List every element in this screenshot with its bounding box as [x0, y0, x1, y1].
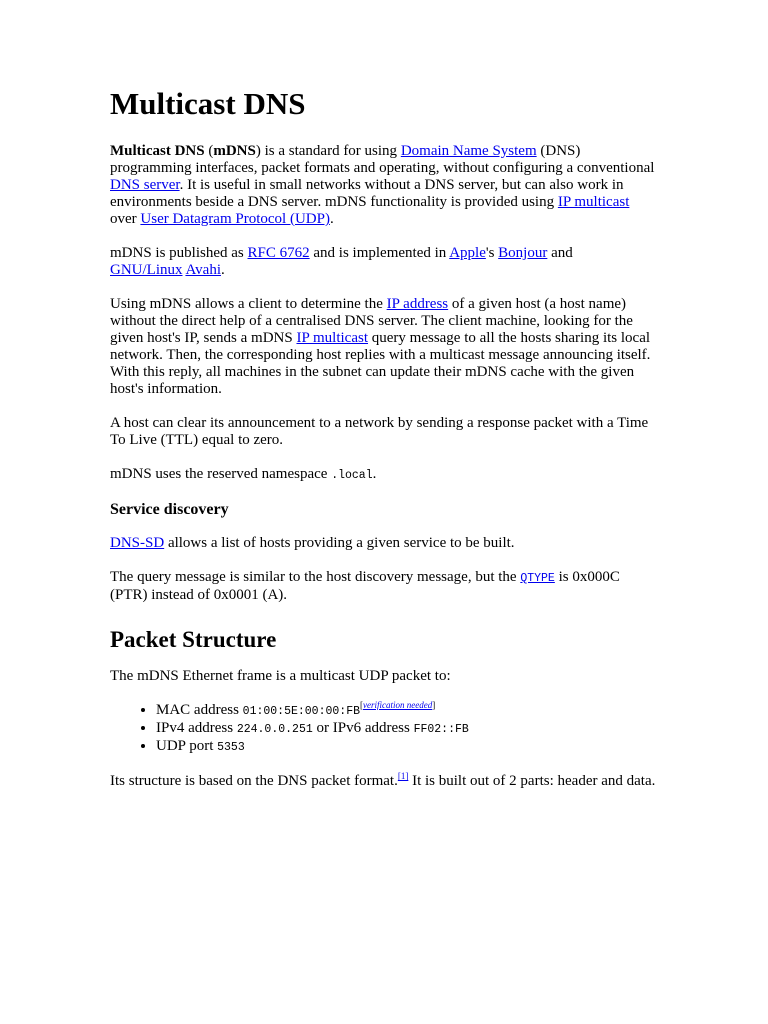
term-bold: Multicast DNS: [110, 143, 205, 159]
list-item-ip: • IPv4 address 224.0.0.251 or IPv6 address FF02::FB: [156, 720, 658, 738]
reference-link-1[interactable]: [1]: [397, 771, 409, 781]
packet-target-list: [110, 702, 658, 756]
verification-needed-note: [verification needed]: [360, 700, 436, 710]
link-dns-sd[interactable]: DNS-SD: [110, 535, 165, 551]
intro-paragraph: Multicast DNS (mDNS) is a standard for using Domain Name System (DNS) programming interfaces, packet formats and operating, without configuring a conventional DNS server. It is useful in small networks without a DNS server, but can also work in environments beside a DNS server. mDNS functionality is provided using IP multicast over User Datagram Protocol (UDP).: [110, 143, 655, 227]
link-avahi[interactable]: Avahi: [185, 262, 221, 278]
list-item-mac: • MAC address 01:00:5E:00:00:FB[verification needed]: [156, 702, 658, 720]
link-udp[interactable]: User Datagram Protocol (UDP): [140, 211, 330, 227]
link-ip-multicast-2[interactable]: IP multicast: [296, 330, 368, 346]
query-paragraph: The query message is similar to the host discovery message, but the QTYPE is 0x000C (PTR) instead of 0x0001 (A).: [110, 569, 620, 603]
link-dns-server[interactable]: DNS server: [110, 177, 180, 193]
dns-sd-paragraph: DNS-SD allows a list of hosts providing a given service to be built.: [110, 535, 515, 551]
local-namespace-code: .local: [331, 469, 373, 482]
clear-paragraph: A host can clear its announcement to a network by sending a response packet with a Time To Live (TTL) equal to zero.: [110, 415, 649, 448]
link-verification-needed[interactable]: verification needed: [363, 700, 433, 710]
article: [110, 86, 658, 807]
structure-paragraph: Its structure is based on the DNS packet format.[1] It is built out of 2 parts: header and data.: [110, 771, 656, 789]
namespace-paragraph: mDNS uses the reserved namespace .local.: [110, 466, 377, 482]
link-rfc-6762[interactable]: RFC 6762: [247, 245, 310, 261]
link-bonjour[interactable]: Bonjour: [498, 245, 548, 261]
packet-intro-paragraph: The mDNS Ethernet frame is a multicast UDP packet to:: [110, 668, 451, 684]
link-qtype[interactable]: QTYPE: [520, 572, 555, 585]
link-ip-address[interactable]: IP address: [386, 296, 449, 312]
link-apple[interactable]: Apple: [449, 245, 486, 261]
link-domain-name-system[interactable]: Domain Name System: [400, 143, 537, 159]
page-title: Multicast DNS: [110, 86, 306, 121]
list-item-udp-port: • UDP port 5353: [156, 738, 658, 756]
abbr-bold: mDNS: [213, 143, 256, 159]
service-discovery-heading: Service discovery: [110, 501, 229, 518]
link-ip-multicast[interactable]: IP multicast: [557, 194, 630, 210]
link-gnu-linux[interactable]: GNU/Linux: [110, 262, 183, 278]
published-paragraph: mDNS is published as RFC 6762 and is implemented in Apple's Bonjour and GNU/Linux Avahi.: [110, 245, 573, 278]
packet-structure-heading: Packet Structure: [110, 627, 277, 652]
usage-paragraph: Using mDNS allows a client to determine the IP address of a given host (a host name) without the direct help of a centralised DNS server. The client machine, looking for the given host's IP, sends a mDNS IP multicast query message to all the hosts sharing its local network. Then, the corresponding host replies with a multicast message announcing itself. With this reply, all machines in the subnet can update their mDNS cache with the given host's information.: [110, 296, 651, 397]
